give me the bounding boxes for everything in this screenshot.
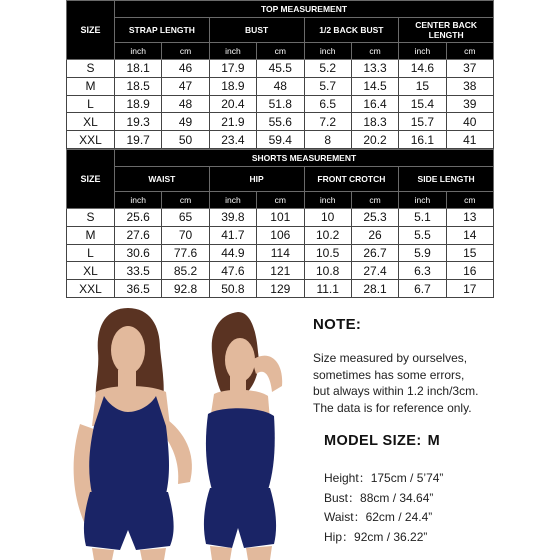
value-cell: 21.9 [209, 113, 256, 131]
value-cell: 13 [446, 209, 493, 227]
value-cell: 15.4 [399, 95, 446, 113]
size-cell: XL [67, 113, 115, 131]
value-cell: 45.5 [257, 60, 304, 78]
value-cell: 40 [446, 113, 493, 131]
value-cell: 14.5 [351, 77, 398, 95]
model-front [74, 308, 192, 560]
value-cell: 6.7 [399, 280, 446, 298]
value-cell: 36.5 [115, 280, 162, 298]
model-measurements [324, 469, 443, 547]
measurement-label: Hip ： [324, 530, 354, 544]
shorts-table-title: SHORTS MEASUREMENT [115, 150, 494, 167]
value-cell: 50.8 [209, 280, 256, 298]
value-cell: 47.6 [209, 262, 256, 280]
top-measurement-table [66, 0, 494, 149]
value-cell: 20.4 [209, 95, 256, 113]
model-size-label: MODEL SIZE: [324, 433, 422, 449]
model-size-value: M [427, 433, 441, 449]
size-cell: XXL [67, 280, 115, 298]
group-header: STRAP LENGTH [115, 18, 210, 43]
unit-header: inch [399, 43, 446, 60]
value-cell: 15 [446, 244, 493, 262]
measurement-value: 92cm / 36.22” [354, 529, 428, 544]
value-cell: 121 [257, 262, 304, 280]
value-cell: 6.5 [304, 95, 351, 113]
note-line: Size measured by ourselves, [313, 351, 468, 365]
unit-header: inch [115, 192, 162, 209]
measurement-value: 88cm / 34.64” [360, 490, 434, 505]
value-cell: 16 [446, 262, 493, 280]
value-cell: 101 [257, 209, 304, 227]
table-row [67, 77, 494, 95]
value-cell: 17.9 [209, 60, 256, 78]
measurement-label: Bust ： [324, 491, 360, 505]
value-cell: 17 [446, 280, 493, 298]
table-row [67, 95, 494, 113]
note-body [313, 350, 553, 416]
value-cell: 92.8 [162, 280, 209, 298]
measurement-value: 175cm / 5’74” [370, 471, 444, 485]
value-cell: 18.5 [115, 77, 162, 95]
value-cell: 51.8 [257, 95, 304, 113]
value-cell: 14 [446, 226, 493, 244]
value-cell: 10.5 [304, 244, 351, 262]
unit-header: inch [209, 43, 256, 60]
value-cell: 114 [257, 244, 304, 262]
value-cell: 27.4 [351, 262, 398, 280]
top-table-body [67, 60, 494, 149]
unit-header: inch [115, 43, 162, 60]
unit-header: cm [446, 43, 493, 60]
value-cell: 11.1 [304, 280, 351, 298]
value-cell: 7.2 [304, 113, 351, 131]
value-cell: 48 [257, 77, 304, 95]
unit-header: cm [162, 192, 209, 209]
size-cell: M [67, 77, 115, 95]
value-cell: 14.6 [399, 60, 446, 78]
unit-header: inch [209, 192, 256, 209]
value-cell: 5.5 [399, 226, 446, 244]
size-cell: XL [67, 262, 115, 280]
unit-header: cm [257, 192, 304, 209]
value-cell: 129 [257, 280, 304, 298]
measurement-label: Waist ： [324, 510, 366, 524]
note-title: NOTE: [313, 316, 362, 333]
unit-header: cm [351, 43, 398, 60]
table-row [67, 244, 494, 262]
value-cell: 6.3 [399, 262, 446, 280]
value-cell: 59.4 [257, 131, 304, 149]
value-cell: 39 [446, 95, 493, 113]
note-line: The data is for reference only. [313, 400, 472, 415]
value-cell: 10.8 [304, 262, 351, 280]
value-cell: 27.6 [115, 226, 162, 244]
group-header: BUST [209, 18, 304, 43]
value-cell: 55.6 [257, 113, 304, 131]
measurement-value: 62cm / 24.4” [365, 510, 433, 524]
model-back [204, 312, 282, 560]
value-cell: 37 [446, 60, 493, 78]
value-cell: 39.8 [209, 209, 256, 227]
size-cell: L [67, 95, 115, 113]
group-header: CENTER BACK LENGTH [399, 18, 494, 43]
value-cell: 41.7 [209, 226, 256, 244]
size-header: SIZE [67, 150, 115, 209]
value-cell: 30.6 [115, 244, 162, 262]
value-cell: 65 [162, 209, 209, 227]
value-cell: 5.7 [304, 77, 351, 95]
value-cell: 47 [162, 77, 209, 95]
value-cell: 44.9 [209, 244, 256, 262]
model-photo [70, 308, 300, 560]
value-cell: 33.5 [115, 262, 162, 280]
value-cell: 25.6 [115, 209, 162, 227]
value-cell: 10.2 [304, 226, 351, 244]
shorts-measurement-table [66, 149, 494, 298]
value-cell: 18.1 [115, 60, 162, 78]
size-cell: S [67, 209, 115, 227]
value-cell: 5.2 [304, 60, 351, 78]
measurement-bust [324, 489, 443, 509]
note-line: but always within 1.2 inch/3cm. [313, 384, 479, 398]
shorts-table-body [67, 209, 494, 298]
unit-header: cm [446, 192, 493, 209]
table-row [67, 262, 494, 280]
measurement-label: Height ： [324, 471, 371, 485]
group-header: SIDE LENGTH [399, 167, 494, 192]
measurement-hip [324, 528, 443, 548]
size-cell: M [67, 226, 115, 244]
size-cell: XXL [67, 131, 115, 149]
value-cell: 48 [162, 95, 209, 113]
value-cell: 10 [304, 209, 351, 227]
value-cell: 5.9 [399, 244, 446, 262]
value-cell: 70 [162, 226, 209, 244]
unit-header: cm [351, 192, 398, 209]
table-row [67, 226, 494, 244]
value-cell: 23.4 [209, 131, 256, 149]
value-cell: 41 [446, 131, 493, 149]
value-cell: 19.3 [115, 113, 162, 131]
value-cell: 16.1 [399, 131, 446, 149]
unit-header: inch [304, 43, 351, 60]
table-row [67, 131, 494, 149]
value-cell: 15 [399, 77, 446, 95]
size-cell: S [67, 60, 115, 78]
value-cell: 28.1 [351, 280, 398, 298]
value-cell: 49 [162, 113, 209, 131]
group-header: WAIST [115, 167, 210, 192]
value-cell: 19.7 [115, 131, 162, 149]
value-cell: 85.2 [162, 262, 209, 280]
value-cell: 18.9 [209, 77, 256, 95]
value-cell: 46 [162, 60, 209, 78]
group-header: FRONT CROTCH [304, 167, 399, 192]
value-cell: 26.7 [351, 244, 398, 262]
value-cell: 77.6 [162, 244, 209, 262]
top-table-title: TOP MEASUREMENT [115, 1, 494, 18]
value-cell: 20.2 [351, 131, 398, 149]
group-header: HIP [209, 167, 304, 192]
value-cell: 5.1 [399, 209, 446, 227]
unit-header: inch [304, 192, 351, 209]
unit-header: cm [257, 43, 304, 60]
size-cell: L [67, 244, 115, 262]
unit-header: cm [162, 43, 209, 60]
value-cell: 18.9 [115, 95, 162, 113]
group-header: 1/2 BACK BUST [304, 18, 399, 43]
value-cell: 16.4 [351, 95, 398, 113]
table-row [67, 280, 494, 298]
value-cell: 106 [257, 226, 304, 244]
value-cell: 13.3 [351, 60, 398, 78]
size-header: SIZE [67, 1, 115, 60]
measurement-waist [324, 508, 443, 528]
value-cell: 8 [304, 131, 351, 149]
value-cell: 18.3 [351, 113, 398, 131]
value-cell: 50 [162, 131, 209, 149]
measurement-height [324, 469, 443, 489]
table-row [67, 113, 494, 131]
value-cell: 15.7 [399, 113, 446, 131]
note-line: sometimes has some errors, [313, 367, 465, 382]
model-size-heading [324, 433, 440, 449]
unit-header: inch [399, 192, 446, 209]
table-row [67, 209, 494, 227]
value-cell: 38 [446, 77, 493, 95]
value-cell: 26 [351, 226, 398, 244]
value-cell: 25.3 [351, 209, 398, 227]
table-row [67, 60, 494, 78]
